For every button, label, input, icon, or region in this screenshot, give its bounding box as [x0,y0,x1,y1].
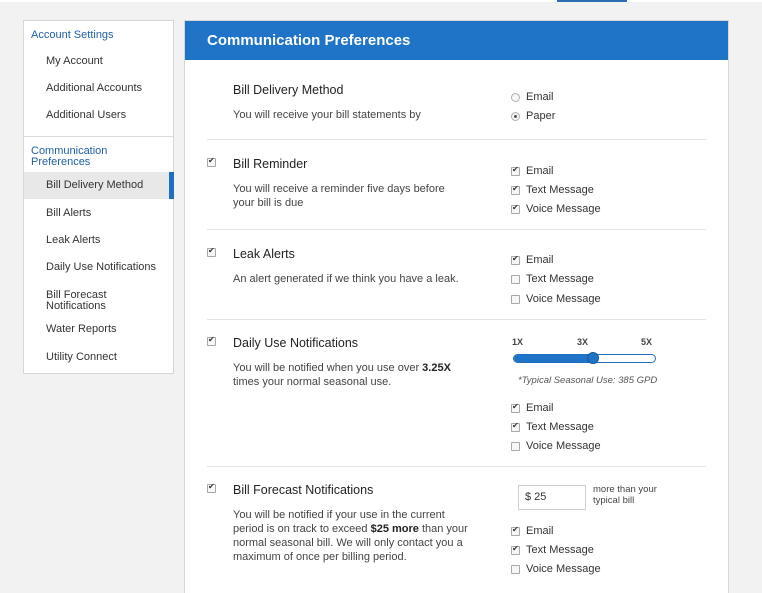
section-title-leak: Leak Alerts [233,247,295,261]
option-label: Voice Message [526,440,601,452]
amount-note-line1: more than your [593,484,657,495]
checkbox[interactable] [511,295,520,304]
amount-note-line2: typical bill [593,495,635,506]
forecast-option-voice[interactable] [511,562,601,576]
sidebar-item-bill-forecast-line1[interactable]: Bill Forecast [46,289,107,301]
section-desc-reminder-line2: your bill is due [233,197,304,209]
option-label: Email [526,165,554,177]
amount-note [593,484,693,506]
checkbox[interactable] [511,167,520,176]
daily-option-email[interactable] [511,401,554,415]
option-label: Email [526,254,554,266]
checkbox[interactable] [511,546,520,555]
desc-text: than your [418,523,468,535]
reminder-enable-checkbox[interactable] [207,158,216,167]
forecast-amount-input[interactable]: $ 25 [518,485,586,510]
usage-slider-track[interactable] [513,354,656,363]
option-label: Email [526,91,554,103]
top-nav-active-indicator [557,0,627,2]
daily-enable-checkbox[interactable] [207,337,216,346]
option-label: Text Message [526,544,594,556]
forecast-option-email[interactable] [511,524,554,538]
desc-text: You will be notified when you use over [233,362,423,374]
forecast-option-text[interactable] [511,543,594,557]
forecast-enable-checkbox[interactable] [207,484,216,493]
section-divider [207,319,706,320]
checkbox[interactable] [511,527,520,536]
usage-slider-fill [514,355,594,362]
threshold-value: 3.25X [422,362,451,374]
sidebar-item-bill-alerts[interactable]: Bill Alerts [46,207,92,219]
sidebar-heading-comm-line2: Preferences [31,156,91,168]
checkbox[interactable] [511,205,520,214]
section-desc-forecast-line3: normal seasonal bill. We will only contact you a [233,537,463,549]
panel-title: Communication Preferences [185,21,728,60]
sidebar-item-my-account[interactable]: My Account [46,55,103,67]
slider-label-mid: 3X [577,337,589,347]
preferences-panel [184,20,729,593]
leak-option-text[interactable] [511,272,594,286]
section-title-forecast: Bill Forecast Notifications [233,483,374,497]
option-label: Text Message [526,184,594,196]
checkbox[interactable] [511,404,520,413]
checkbox[interactable] [511,565,520,574]
sidebar [23,20,174,374]
option-label: Voice Message [526,293,601,305]
option-label: Paper [526,110,556,122]
leak-option-email[interactable] [511,253,554,267]
daily-option-voice[interactable] [511,439,601,453]
reminder-option-voice[interactable] [511,202,601,216]
sidebar-heading-comm-line1: Communication [31,145,108,157]
section-title-reminder: Bill Reminder [233,157,308,171]
option-label: Text Message [526,273,594,285]
sidebar-item-leak-alerts[interactable]: Leak Alerts [46,234,101,246]
checkbox[interactable] [511,442,520,451]
section-desc-reminder-line1: You will receive a reminder five days before [233,183,445,195]
section-desc-forecast-line2 [233,522,468,536]
daily-option-text[interactable] [511,420,594,434]
section-divider [207,139,706,140]
section-desc-delivery: You will receive your bill statements by [233,109,421,121]
section-divider [207,229,706,230]
delivery-option-paper[interactable] [511,109,555,123]
leak-enable-checkbox[interactable] [207,248,216,257]
sidebar-item-bill-forecast-line2[interactable]: Notifications [46,300,106,312]
forecast-threshold: $25 more [370,523,419,535]
checkbox[interactable] [511,186,520,195]
option-label: Voice Message [526,563,601,575]
sidebar-item-bill-delivery[interactable]: Bill Delivery Method [24,172,173,199]
sidebar-item-water-reports[interactable]: Water Reports [46,323,117,335]
checkbox[interactable] [511,423,520,432]
section-desc-leak: An alert generated if we think you have a leak. [233,273,459,285]
top-strip [0,0,762,2]
section-title-daily: Daily Use Notifications [233,336,359,350]
slider-label-min: 1X [512,337,524,347]
leak-option-voice[interactable] [511,292,601,306]
sidebar-heading-account: Account Settings [31,29,114,41]
section-title-delivery: Bill Delivery Method [233,83,344,97]
sidebar-item-additional-users[interactable]: Additional Users [46,109,127,121]
option-label: Email [526,402,554,414]
sidebar-item-utility-connect[interactable]: Utility Connect [46,351,117,363]
checkbox[interactable] [511,256,520,265]
checkbox[interactable] [511,275,520,284]
reminder-option-email[interactable] [511,164,554,178]
delivery-option-email[interactable] [511,90,554,104]
radio-button[interactable] [511,93,520,102]
section-desc-daily-line2: times your normal seasonal use. [233,376,392,388]
option-label: Email [526,525,554,537]
desc-text: period is on track to exceed [233,523,371,535]
seasonal-use-note: *Typical Seasonal Use: 385 GPD [518,375,658,386]
reminder-option-text[interactable] [511,183,594,197]
option-label: Voice Message [526,203,601,215]
sidebar-divider [24,136,173,137]
option-label: Text Message [526,421,594,433]
sidebar-item-additional-accounts[interactable]: Additional Accounts [46,82,143,94]
section-divider [207,466,706,467]
sidebar-item-daily-use[interactable]: Daily Use Notifications [46,261,157,273]
section-desc-daily-line1 [233,361,451,375]
radio-button[interactable] [511,112,520,121]
section-desc-forecast-line1: You will be notified if your use in the current [233,509,445,521]
slider-label-max: 5X [641,337,653,347]
section-desc-forecast-line4: maximum of once per billing period. [233,551,407,563]
